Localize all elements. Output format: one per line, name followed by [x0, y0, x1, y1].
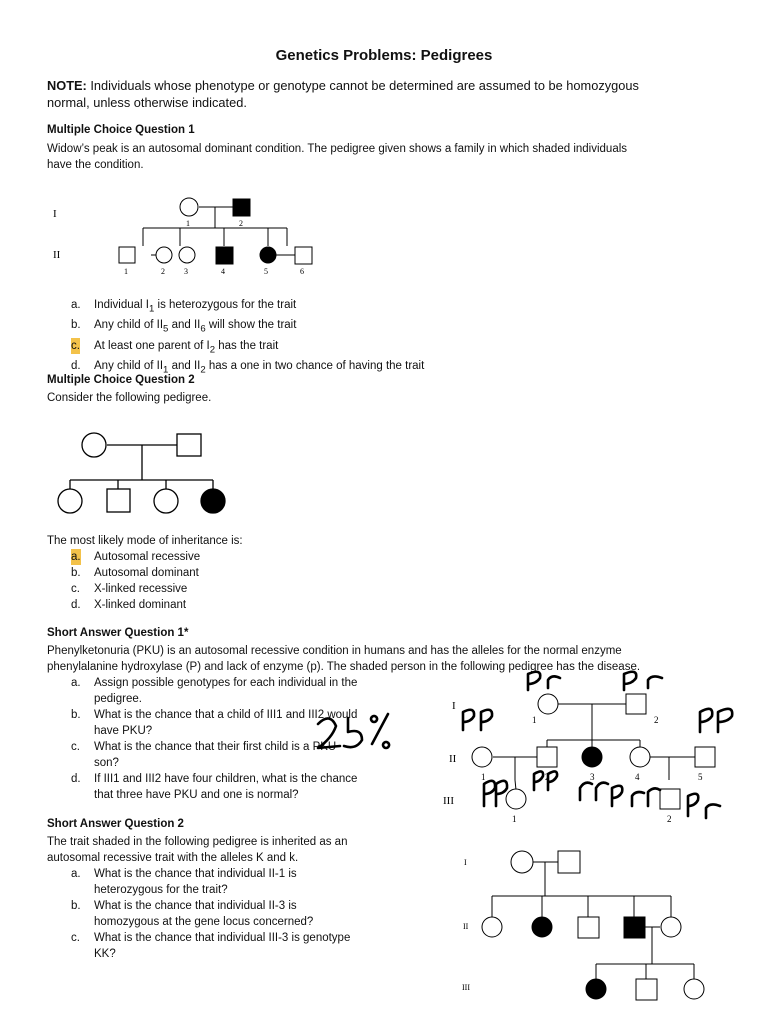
note-line1: Individuals whose phenotype or genotype cannot be determined are assumed to be homozygous — [90, 78, 639, 93]
sa1-heading: Short Answer Question 1* — [47, 627, 189, 639]
mc2-option-b[interactable]: b. Autosomal dominant — [71, 567, 199, 579]
sa2-III-2-male — [636, 979, 657, 1000]
option-letter-highlighted: a. — [71, 551, 81, 563]
sa2-III-1-female-affected — [586, 979, 606, 999]
gen-label: II — [53, 249, 61, 261]
individual-number: 6 — [300, 267, 304, 276]
mc1-line2: have the condition. — [47, 159, 144, 171]
mc1-option-b[interactable]: b. Any child of $II_5$ and $II_6$ will show the trait — [71, 319, 297, 335]
sa1-line1: Phenylketonuria (PKU) is an autosomal recessive condition in humans and has the alleles for the normal enzyme — [47, 645, 622, 657]
individual-number: 1 — [532, 715, 537, 725]
individual-number: 5 — [264, 267, 268, 276]
mc1-heading: Multiple Choice Question 1 — [47, 124, 195, 136]
option-letter: a. — [71, 299, 81, 311]
sa2-item-b: b. What is the chance that individual II-3 is homozygous at the gene locus concerned? — [71, 900, 314, 928]
option-letter: d. — [71, 359, 81, 372]
sa2-heading: Short Answer Question 2 — [47, 818, 184, 830]
gen-label: II — [449, 753, 457, 765]
sa1-item-b: b. What is the chance that a child of III1 and III2 would have PKU? — [71, 709, 358, 737]
mc1-option-d[interactable]: d. Any child of $II_1$ and $II_2$ has a one in two chance of having the trait — [71, 359, 425, 376]
mc1-line1: Widow’s peak is an autosomal dominant condition. The pedigree given shows a family in which shaded individuals — [47, 143, 628, 155]
sa2-line1: The trait shaded in the following pedigree is inherited as an — [47, 836, 348, 848]
individual-number: 2 — [239, 219, 243, 228]
option-letter: b. — [71, 319, 81, 332]
individual-number: 3 — [184, 267, 188, 276]
gen-label: II — [463, 922, 469, 931]
sa2-II-3-male — [578, 917, 599, 938]
individual-number: 1 — [481, 772, 486, 782]
sa2-III-3-female — [684, 979, 704, 999]
sa2-item-c: c. What is the chance that individual III-3 is genotype KK? — [71, 932, 351, 960]
gen-label: I — [53, 208, 57, 220]
sa2-I-1-female — [511, 851, 533, 873]
mc2-line1: Consider the following pedigree. — [47, 392, 212, 404]
option-letter: c. — [71, 583, 80, 595]
option-letter: b. — [71, 567, 81, 579]
gen-label: I — [464, 858, 467, 867]
sa2-line2: autosomal recessive trait with the alleles K and k. — [47, 852, 299, 864]
individual-number: 3 — [590, 772, 595, 782]
sa2-I-2-male — [558, 851, 580, 873]
mc2-option-a[interactable]: a. Autosomal recessive — [71, 551, 201, 563]
sa2-II-4-male-affected — [624, 917, 645, 938]
note-line2: normal, unless otherwise indicated. — [47, 95, 247, 110]
sa2-II-5-female — [661, 917, 681, 937]
option-letter-highlighted: c. — [71, 339, 80, 352]
option-letter: d. — [71, 599, 81, 611]
sa1-item-a: a. Assign possible genotypes for each individual in the pedigree. — [71, 677, 358, 705]
gen-label: III — [462, 983, 470, 992]
individual-number: 1 — [186, 219, 190, 228]
individual-number: 2 — [545, 772, 550, 782]
gen-label: I — [452, 700, 456, 712]
gen-label: III — [443, 795, 454, 807]
individual-number: 2 — [654, 715, 659, 725]
individual-number: 1 — [512, 814, 517, 824]
sa1-item-d: d. If III1 and III2 have four children, what is the chance that three have PKU and one is normal? — [71, 773, 358, 801]
individual-number: 4 — [635, 772, 640, 782]
sa2-II-1-female — [482, 917, 502, 937]
sa1-item-c: c. What is the chance that their first child is a PKU son? — [71, 741, 337, 769]
individual-number: 2 — [667, 814, 672, 824]
mc2-option-c[interactable]: c. X-linked recessive — [71, 583, 188, 595]
page-title: Genetics Problems: Pedigrees — [275, 47, 493, 64]
sa2-item-a: a. What is the chance that individual II-1 is heterozygous for the trait? — [71, 868, 297, 896]
mc1-option-c[interactable]: c. At least one parent of $I_2$ has the trait — [71, 339, 279, 355]
note-label: NOTE: — [47, 78, 87, 93]
individual-number: 4 — [221, 267, 225, 276]
mc2-heading: Multiple Choice Question 2 — [47, 374, 195, 386]
sa2-II-2-female-affected — [532, 917, 552, 937]
individual-number: 5 — [698, 772, 703, 782]
individual-number: 2 — [161, 267, 165, 276]
individual-number: 1 — [124, 267, 128, 276]
mc2-question: The most likely mode of inheritance is: — [47, 535, 243, 547]
mc1-option-a[interactable]: a. Individual $I_1$ is heterozygous for the trait — [71, 299, 297, 315]
sa1-line2: phenylalanine hydroxylase (P) and lack of enzyme (p). The shaded person in the following pedigree has the disease. — [47, 661, 641, 673]
mc2-option-d[interactable]: d. X-linked dominant — [71, 599, 187, 611]
